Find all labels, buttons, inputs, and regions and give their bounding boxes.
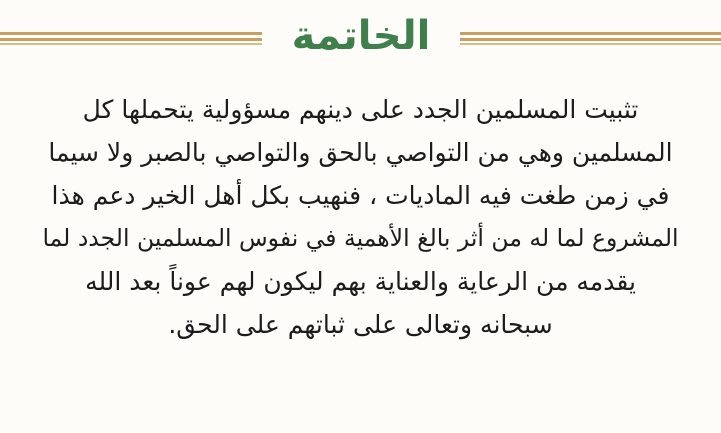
- paragraph-line: في زمن طغت فيه الماديات ، فنهيب بكل أهل الخير دعم هذا: [51, 181, 670, 210]
- decorative-rule-right: [460, 32, 721, 46]
- paragraph-line: المسلمين وهي من التواصي بالحق والتواصي بالصبر ولا سيما: [48, 138, 673, 167]
- section-title: الخاتمة: [291, 13, 431, 59]
- paragraph-line: تثبيت المسلمين الجدد على دينهم مسؤولية يتحملها كل: [82, 95, 639, 124]
- paragraph-line: سبحانه وتعالى على ثباتهم على الحق.: [168, 310, 553, 339]
- paragraph-line: المشروع لما له من أثر بالغ الأهمية في نفوس المسلمين الجدد لما: [42, 224, 679, 252]
- conclusion-paragraph: [38, 88, 683, 346]
- section-header: [0, 0, 721, 76]
- paragraph-line: يقدمه من الرعاية والعناية بهم ليكون لهم عوناً بعد الله: [85, 267, 636, 296]
- decorative-rule-left: [0, 32, 262, 46]
